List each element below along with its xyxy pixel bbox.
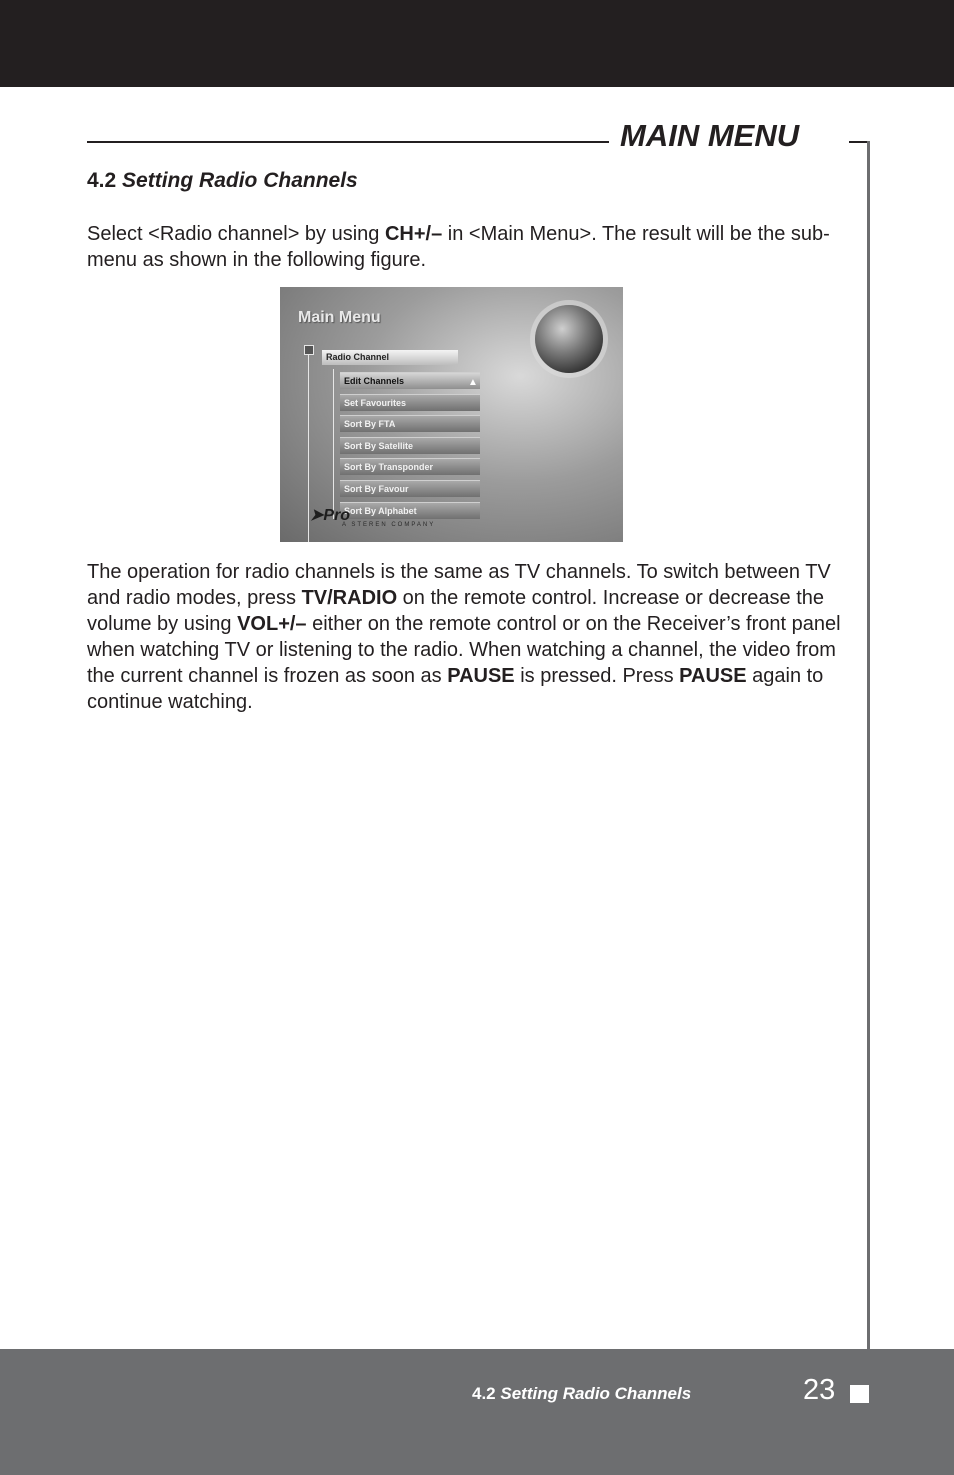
figure-menu-item: Sort By FTA [340,415,480,432]
body-key-vol: VOL+/– [237,613,307,635]
intro-text-2: in <Main Menu>. The result will be the sub-menu as shown in the following figure. [87,223,830,271]
figure-menu-item: Sort By Satellite [340,437,480,454]
body-text-3: either on the remote control or on the Receiver’s front panel when watching TV or listening to the radio. When watching a channel, the video from the current channel is frozen as soon as [87,613,841,687]
globe-icon [535,305,603,373]
section-title: Setting Radio Channels [122,169,358,192]
page-side-rule [867,141,870,1351]
footer-section-title: Setting Radio Channels [500,1384,692,1403]
body-text-5: again to continue watching. [87,665,824,713]
body-text-1: The operation for radio channels is the same as TV channels. To switch between TV and radio modes, press [87,561,831,609]
top-header-band [0,0,954,87]
menu-screenshot-figure [280,287,623,542]
body-paragraph [87,559,857,715]
intro-text-1: Select <Radio channel> by using [87,223,385,245]
figure-menu-head: Radio Channel [322,350,458,365]
footer-section-number: 4.2 [472,1384,496,1403]
footer-square-icon [850,1385,869,1403]
footer-section-label [472,1384,691,1404]
figure-menu-item: Sort By Favour [340,480,480,497]
brand-logo-icon: ➤Pro [310,507,351,524]
footer-band [0,1349,954,1475]
header-rule [87,141,609,143]
header-rule-right [849,141,869,143]
body-key-pause-2: PAUSE [679,665,747,687]
body-text-2: on the remote control. Increase or decrease the volume by using [87,587,825,635]
figure-menu-item: Sort By Alphabet [340,502,480,519]
figure-menu-title: Main Menu [298,309,381,326]
figure-menu-item: Edit Channels [340,372,480,389]
intro-paragraph [87,221,857,273]
body-key-tvradio: TV/RADIO [301,587,398,609]
figure-menu-item: Sort By Transponder [340,458,480,475]
tree-collapse-icon [304,345,314,355]
page-number: 23 [803,1374,836,1406]
figure-menu-item: Set Favourites [340,394,480,411]
tree-line [308,345,309,542]
chapter-title: MAIN MENU [620,118,800,153]
cursor-icon: ▲ [468,377,478,388]
figure-logo-text: Pro [323,507,351,524]
body-text-4: is pressed. Press [514,665,680,687]
figure-logo-sub: A STEREN COMPANY [342,522,436,528]
body-key-pause: PAUSE [447,665,515,687]
section-heading [87,168,358,194]
section-number: 4.2 [87,169,117,192]
tree-line [333,369,334,519]
intro-key-ch: CH+/– [384,223,443,245]
